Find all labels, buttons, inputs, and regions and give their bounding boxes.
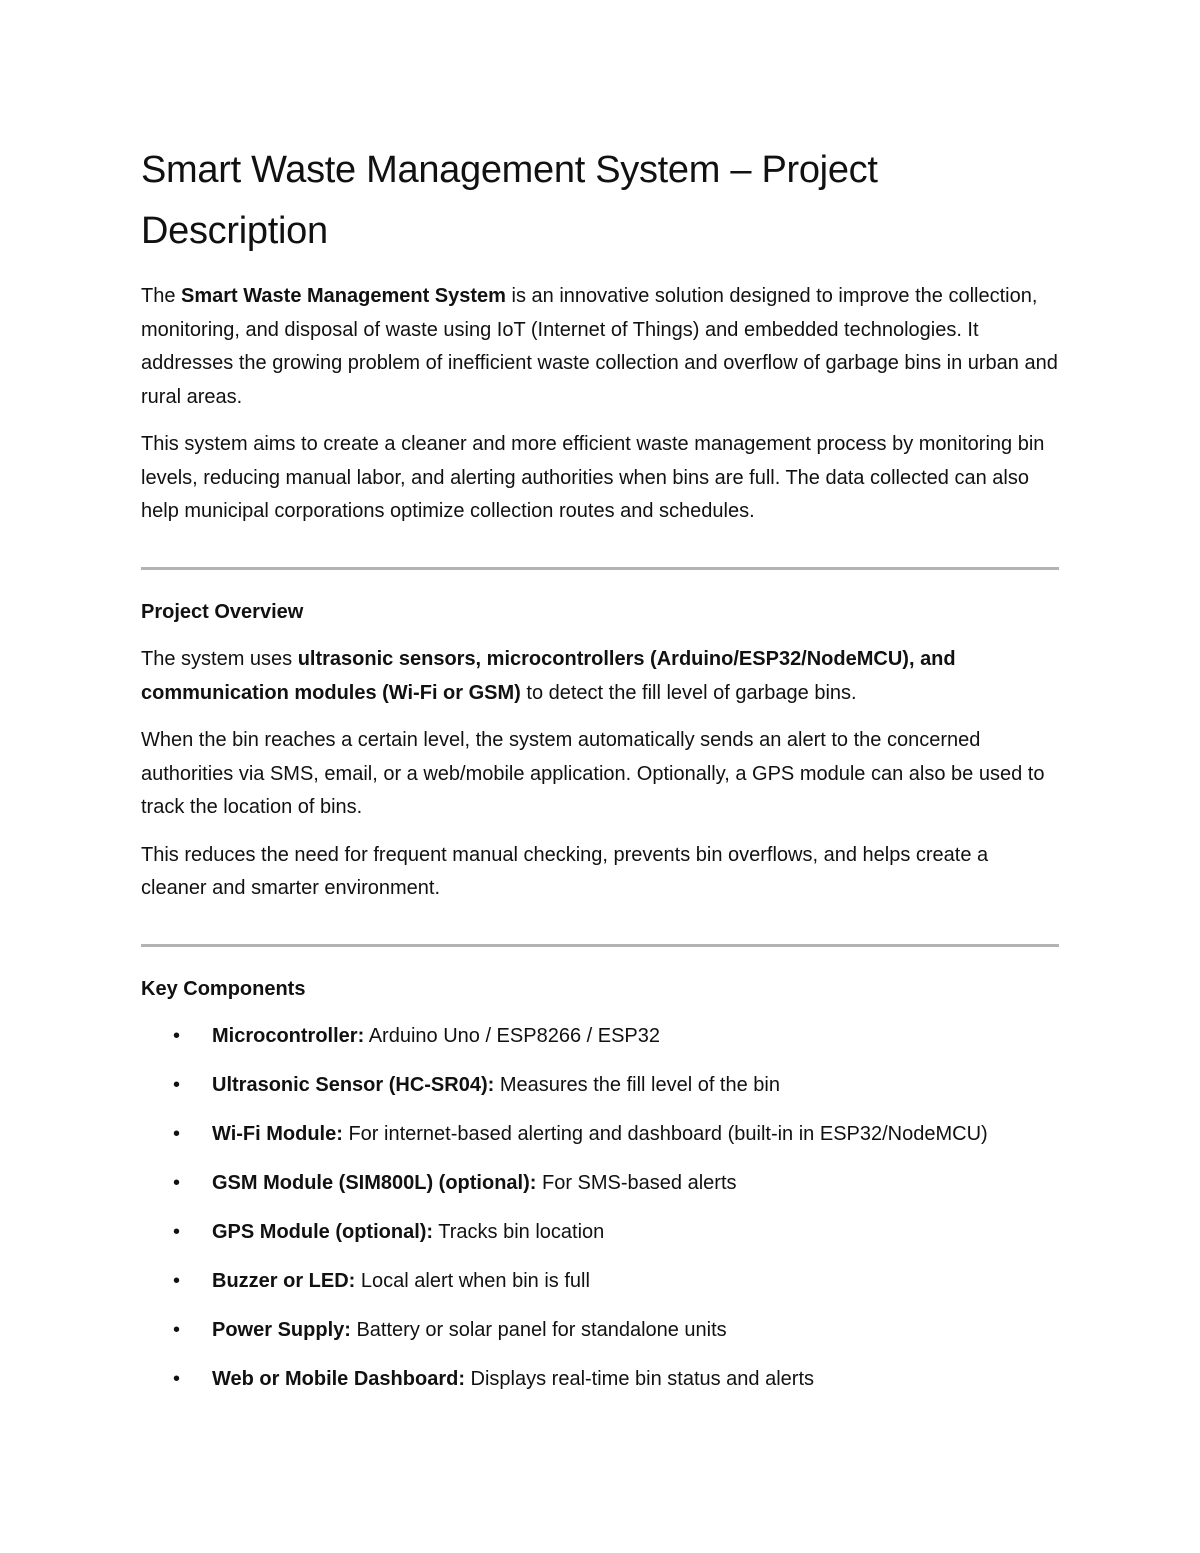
overview-p1-pre: The system uses [141,648,298,670]
bullet: • [173,1368,181,1390]
item-text: For SMS-based alerts [536,1172,737,1194]
overview-heading: Project Overview [141,600,304,623]
item-label: GSM Module (SIM800L) (optional): [212,1172,537,1194]
list-item [141,1167,1059,1201]
intro-paragraph-2: This system aims to create a cleaner and more efficient waste management process by monitoring bin levels, reducing manual labor, and alerting authorities when bins are full. The data collected can also help municipal corporations optimize collection routes and schedules. [141,433,1045,522]
overview-paragraph-3: This reduces the need for frequent manual checking, prevents bin overflows, and helps create a cleaner and smarter environment. [141,843,989,899]
overview-paragraph-1 [141,643,1059,710]
item-text: Displays real-time bin status and alerts [464,1368,815,1390]
item-label: Microcontroller: [212,1025,365,1047]
item-text: Battery or solar panel for standalone units [350,1319,727,1341]
bullet: • [173,1319,181,1341]
list-item [141,1069,1059,1103]
components-heading: Key Components [141,977,306,1000]
item-label: Web or Mobile Dashboard: [212,1368,465,1390]
section-divider [141,944,1059,947]
intro-p1-pre: The [141,285,182,307]
item-text: Measures the fill level of the bin [494,1074,780,1096]
intro-p1-bold: Smart Waste Management System [181,285,506,307]
bullet: • [173,1123,181,1145]
item-label: Ultrasonic Sensor (HC-SR04): [212,1074,495,1096]
list-item [141,1020,1059,1054]
bullet: • [173,1221,181,1243]
item-text: Arduino Uno / ESP8266 / ESP32 [364,1025,661,1047]
intro-p1-post: is an innovative solution designed to improve the collection, monitoring, and disposal of waste using IoT (Internet of Things) and embedded technologies. It addresses the growing problem of inefficient waste collection and overflow of garbage bins in urban and rural areas. [141,285,1058,408]
list-item [141,1265,1059,1299]
document-title: Smart Waste Management System – Project Description [141,149,878,252]
bullet: • [173,1172,181,1194]
overview-p1-bold: ultrasonic sensors, microcontrollers (Arduino/ESP32/NodeMCU), and communication modules (Wi-Fi or GSM) [141,648,956,704]
components-list [141,1020,1059,1397]
overview-paragraph-2: When the bin reaches a certain level, the system automatically sends an alert to the concerned authorities via SMS, email, or a web/mobile application. Optionally, a GPS module can also be used to track the location of bins. [141,729,1045,818]
document-page [141,140,1059,1412]
item-label: Wi-Fi Module: [212,1123,343,1145]
item-text: For internet-based alerting and dashboard (built-in in ESP32/NodeMCU) [342,1123,988,1145]
list-item [141,1118,1059,1152]
item-label: Power Supply: [212,1319,351,1341]
overview-p1-post: to detect the fill level of garbage bins. [520,681,857,704]
bullet: • [173,1025,181,1047]
list-item [141,1314,1059,1348]
bullet: • [173,1074,181,1096]
item-text: Local alert when bin is full [355,1270,590,1292]
section-divider [141,567,1059,570]
item-label: GPS Module (optional): [212,1221,434,1243]
item-label: Buzzer or LED: [212,1270,356,1292]
bullet: • [173,1270,181,1292]
list-item [141,1216,1059,1250]
item-text: Tracks bin location [433,1221,605,1243]
list-item [141,1363,1059,1397]
intro-paragraph-1 [141,280,1059,414]
